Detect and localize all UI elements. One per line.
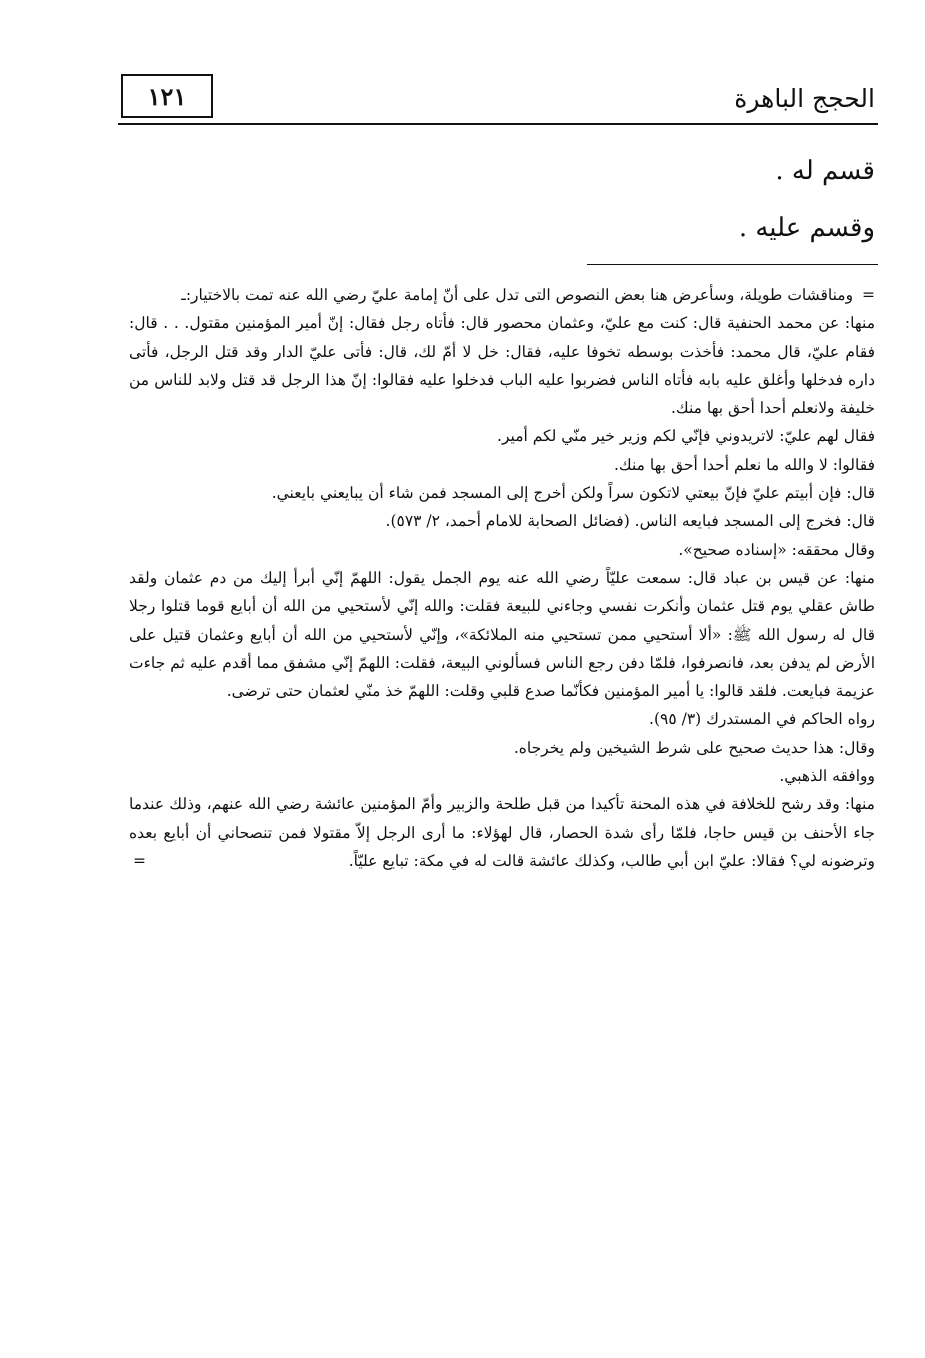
footnote-paragraph: منها: وقد رشح للخلافة في هذه المحنة تأكيدا من قبل طلحة والزبير وأمّ المؤمنين عائشة رضي الله عنهم، وذلك عندما جاء الأحنف بن قيس حاجا، فلمّا رأى شدة الحصار، قال لهؤلاء: ما أرى الرجل إلاّ مقتولا فمن تنصحاني أن أبايع بعده وترضونه لي؟ فقالا: عليّ ابن أبي طالب، وكذلك عائشة قالت له في مكة: تبايع عليّاً. = [129, 790, 875, 875]
page-number: ١٢١ [147, 81, 187, 111]
footnote-paragraph: منها: عن قيس بن عباد قال: سمعت عليّاً رضي الله عنه يوم الجمل يقول: اللهمّ إنّي أبرأ إليك من دم عثمان ولقد طاش عقلي يوم قتل عثمان وأنكرت نفسي وجاءني للبيعة فقلت: والله إنّي لأستحيي من الله أن أبايع قوما قتلوا رجلا قال له رسول الله ﷺ: «ألا أستحيي ممن تستحيي منه الملائكة»، وإنّي لأستحيي من الله أن أبايع وعثمان قتيل على الأرض لم يدفن بعد، فانصرفوا، فلمّا دفن رجع الناس فسألوني البيعة، فقلت: اللهمّ إنّي مشفق مما أقدم عليه ثم جاءت عزيمة فبايعت. فلقد قالوا: يا أمير المؤمنين فكأنّما صدع قلبي وقلت: اللهمّ خذ منّي لعثمان حتى ترضى. [129, 568, 875, 701]
header-rule [118, 123, 878, 125]
continuation-mark: = [862, 286, 875, 304]
footnote-paragraph: رواه الحاكم في المستدرك (٣/ ٩٥). [649, 710, 875, 729]
footnote-paragraph: ووافقه الذهبي. [779, 767, 875, 786]
footnote-paragraph: منها: عن محمد الحنفية قال: كنت مع عليّ، وعثمان محصور قال: فأتاه رجل فقال: إنّ أمير المؤمنين مقتول. . . قال: فقام عليّ، قال محمد: فأخذت بوسطه تخوفا عليه، فقال: خل لا أمّ لك، قال: فأتى عليّ الدار وقد قتل الرجل، فأتى داره فدخلها وأغلق عليه بابه فأتاه الناس فضربوا عليه الباب فدخلوا عليه فقالوا: إنّ هذا الرجل قد قتل ولابد للناس من خليفة ولانعلم أحدا أحق بها منك. [129, 314, 875, 418]
footnote-paragraph: قال: فإن أبيتم عليّ فإنّ بيعتي لاتكون سراً ولكن أخرج إلى المسجد فمن شاء أن يبايعني بايعني. [271, 484, 875, 503]
footnote-paragraph: وقال: هذا حديث صحيح على شرط الشيخين ولم يخرجاه. [513, 738, 875, 757]
running-header-title: الحجج الباهرة [734, 84, 875, 113]
footnote-paragraph: قال: فخرج إلى المسجد فبايعه الناس. (فضائل الصحابة للامام أحمد، ٢/ ٥٧٣). [385, 512, 875, 531]
main-text-line-2: وقسم عليه . [738, 213, 875, 243]
footnote-block [129, 281, 875, 875]
footnote-paragraph: فقالوا: لا والله ما نعلم أحدا أحق بها منك. [613, 455, 875, 474]
footnote-separator [587, 264, 878, 265]
footnote-paragraph: = ومناقشات طويلة، وسأعرض هنا بعض النصوص التى تدل على أنّ إمامة عليّ رضي الله عنه تمت بالاختيار:ـ [181, 286, 875, 304]
footnote-paragraph: وقال محققه: «إسناده صحيح». [678, 540, 875, 559]
footnote-paragraph: فقال لهم عليّ: لاتريدوني فإنّي لكم وزير خير منّي لكم أمير. [497, 427, 875, 446]
continuation-end-mark: = [133, 851, 146, 870]
main-text-line-1: قسم له . [775, 156, 875, 186]
page-number-box [121, 74, 213, 118]
